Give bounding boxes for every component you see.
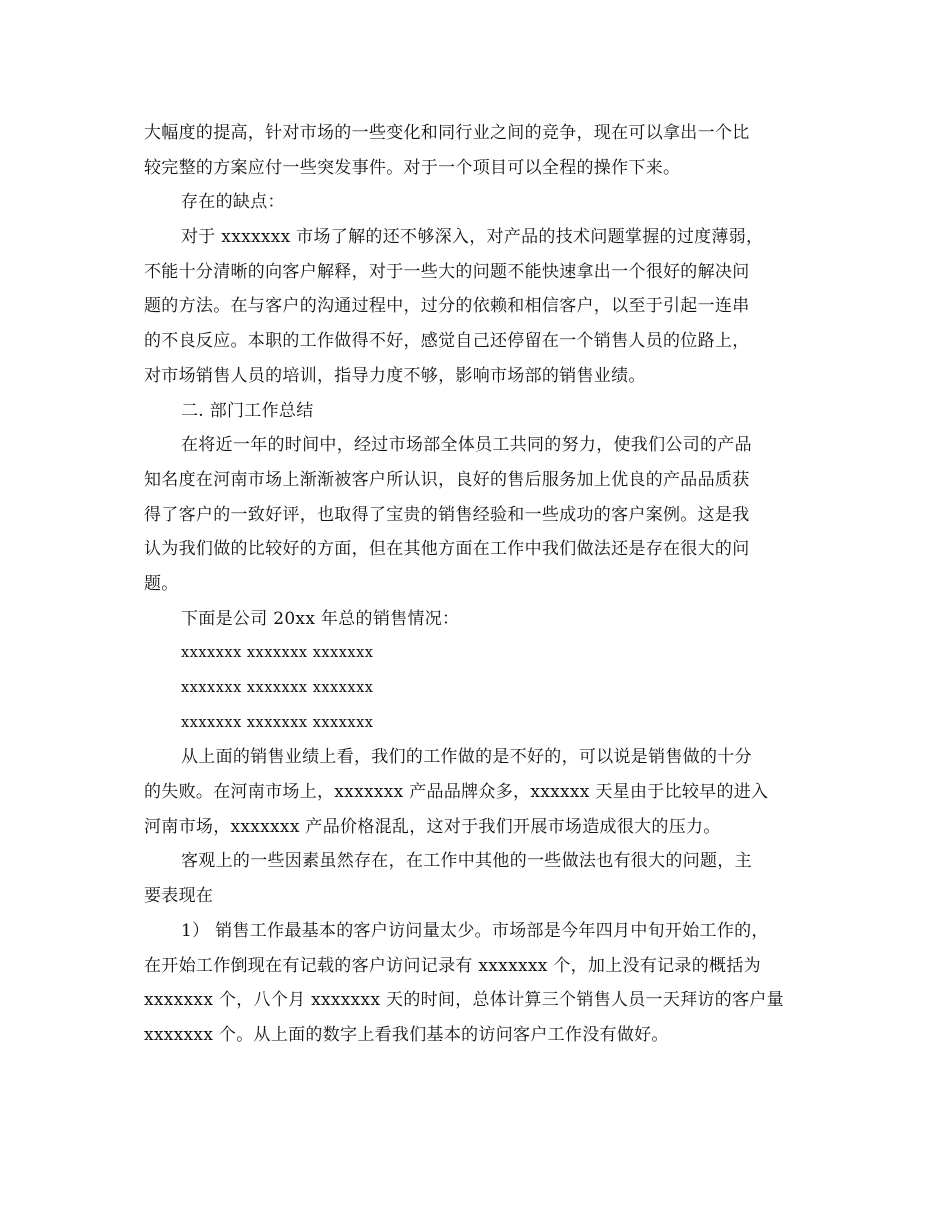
paragraph-line: 从上面的销售业绩上看，我们的工作做的是不好的，可以说是销售做的十分	[181, 747, 752, 768]
paragraph-line: 河南市场，xxxxxxx 产品价格混乱，这对于我们开展市场造成很大的压力。	[144, 816, 721, 837]
paragraph-line: 得了客户的一致好评，也取得了宝贵的销售经验和一些成功的客户案例。这是我	[144, 504, 750, 525]
paragraph-line: 在将近一年的时间中，经过市场部全体员工共同的努力，使我们公司的产品	[181, 435, 752, 456]
paragraph-line: xxxxxxx 个。从上面的数字上看我们基本的访问客户工作没有做好。	[144, 1024, 669, 1045]
sales-data-row: xxxxxxx xxxxxxx xxxxxxx	[181, 680, 374, 696]
paragraph-line: 在开始工作倒现在有记载的客户访问记录有 xxxxxxx 个，加上没有记录的概括为	[144, 955, 761, 976]
paragraph-line: 大幅度的提高，针对市场的一些变化和同行业之间的竞争，现在可以拿出一个比	[144, 123, 750, 143]
paragraph-line: 的失败。在河南市场上，xxxxxxx 产品品牌众多，xxxxxx 天星由于比较早的进入	[144, 782, 769, 803]
paragraph-line: xxxxxxx 个，八个月 xxxxxxx 天的时间，总体计算三个销售人员一天拜访的客户量	[144, 990, 784, 1011]
paragraph-line: 客观上的一些因素虽然存在，在工作中其他的一些做法也有很大的问题，主	[181, 851, 752, 872]
paragraph-line: 较完整的方案应付一些突发事件。对于一个项目可以全程的操作下来。	[144, 157, 681, 178]
paragraph-line: 题。	[144, 573, 179, 594]
section-heading: 二. 部门工作总结	[181, 400, 314, 421]
section-heading: 存在的缺点：	[181, 192, 285, 213]
paragraph-line: 对市场销售人员的培训，指导力度不够，影响市场部的销售业绩。	[144, 365, 646, 386]
paragraph-line: 要表现在	[144, 886, 214, 907]
paragraph-line: 不能十分清晰的向客户解释，对于一些大的问题不能快速拿出一个很好的解决问	[144, 261, 750, 282]
list-item: 1） 销售工作最基本的客户访问量太少。市场部是今年四月中旬开始工作的，	[181, 920, 769, 941]
document-page	[144, 116, 814, 1053]
paragraph-line: 认为我们做的比较好的方面，但在其他方面在工作中我们做法还是存在很大的问	[144, 539, 750, 560]
sales-data-row: xxxxxxx xxxxxxx xxxxxxx	[181, 714, 374, 731]
sales-data-row: xxxxxxx xxxxxxx xxxxxxx	[181, 645, 374, 662]
paragraph-line: 的不良反应。本职的工作做得不好，感觉自己还停留在一个销售人员的位路上，	[144, 331, 750, 352]
paragraph-line: 下面是公司 20xx 年总的销售情况：	[181, 608, 460, 629]
paragraph-line: 题的方法。在与客户的沟通过程中，过分的依赖和相信客户，以至于引起一连串	[144, 296, 750, 317]
paragraph-line: 对于 xxxxxxx 市场了解的还不够深入，对产品的技术问题掌握的过度薄弱，	[181, 227, 764, 248]
paragraph-line: 知名度在河南市场上渐渐被客户所认识，良好的售后服务加上优良的产品品质获	[144, 469, 750, 490]
